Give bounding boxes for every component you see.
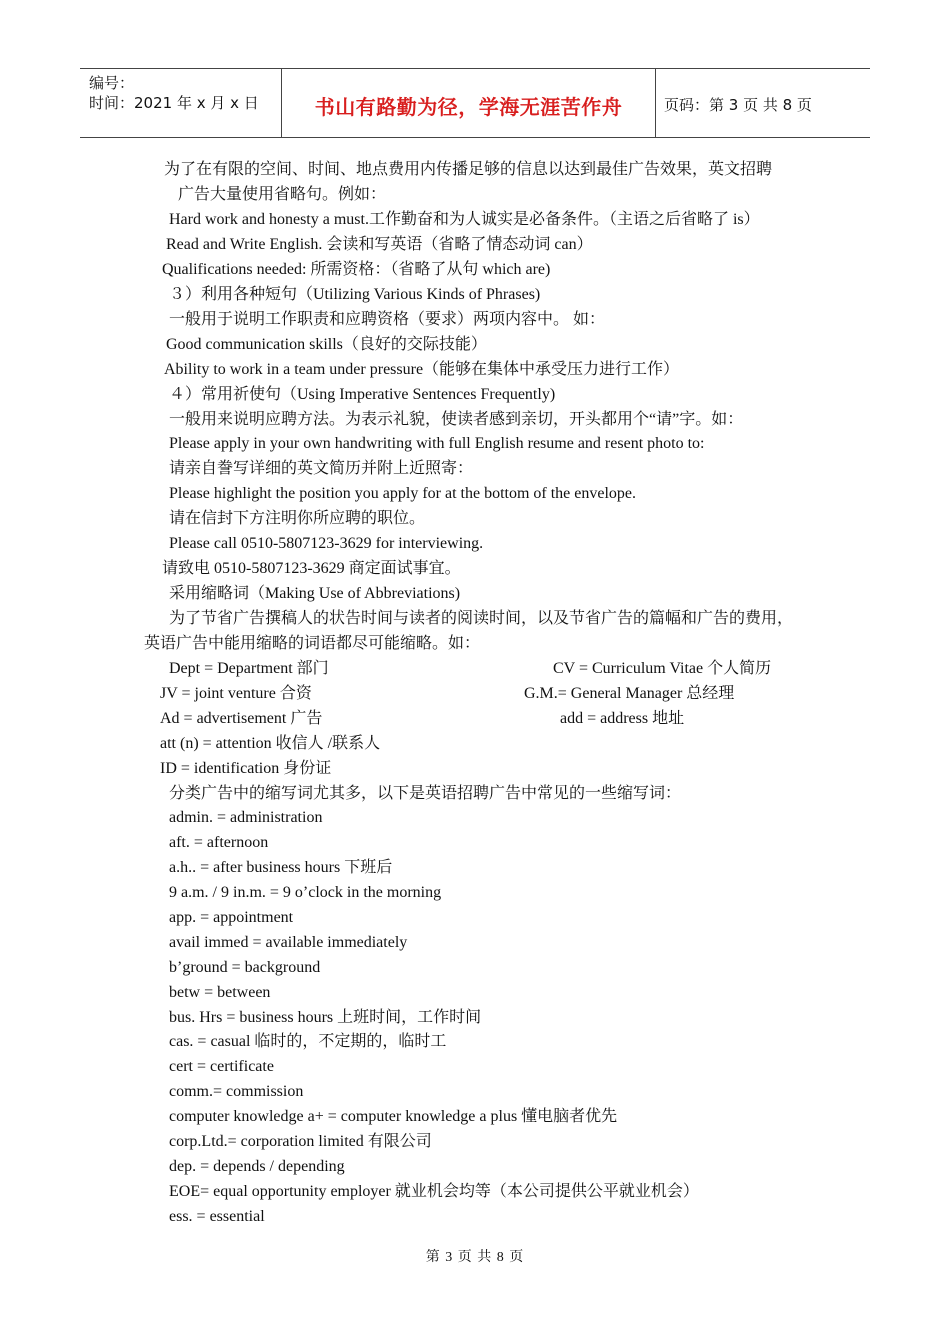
body-line: 为了在有限的空间、时间、地点费用内传播足够的信息以达到最佳广告效果，英文招聘 <box>164 161 773 178</box>
abbreviation-item: aft. = afternoon <box>169 834 269 851</box>
abbreviation-item: add = address 地址 <box>560 710 685 727</box>
header-page-number: 页码：第 3 页 共 8 页 <box>664 96 812 114</box>
abbreviation-item: cas. = casual 临时的，不定期的，临时工 <box>169 1033 447 1050</box>
abbreviation-item: app. = appointment <box>169 909 294 926</box>
body-line: Good communication skills（良好的交际技能） <box>166 336 487 353</box>
abbreviation-item: JV = joint venture 合资 <box>160 685 312 702</box>
body-line: 一般用来说明应聘方法。为表示礼貌，使读者感到亲切，开头都用个“请”字。如： <box>169 411 744 428</box>
body-line: 请在信封下方注明你所应聘的职位。 <box>169 510 426 527</box>
abbreviation-item: corp.Ltd.= corporation limited 有限公司 <box>169 1133 432 1150</box>
body-line: Please apply in your own handwriting with full English resume and resent photo to: <box>169 435 705 452</box>
section-heading: ３）利用各种短句（Utilizing Various Kinds of Phrases) <box>169 286 541 303</box>
abbreviation-item: computer knowledge a+ = computer knowledge a plus 懂电脑者优先 <box>169 1108 618 1125</box>
body-line: 一般用于说明工作职责和应聘资格（要求）两项内容中。 如： <box>169 311 606 328</box>
abbreviation-item: CV = Curriculum Vitae 个人简历 <box>553 660 772 677</box>
abbreviation-item: betw = between <box>169 984 271 1001</box>
abbreviation-item: ess. = essential <box>169 1208 265 1225</box>
body-line: Ability to work in a team under pressure（能够在集体中承受压力进行工作） <box>164 361 680 378</box>
document-number-label: 编号： <box>89 74 135 92</box>
abbreviation-item: b’ground = background <box>169 959 321 976</box>
header-meta <box>80 69 282 137</box>
page-header <box>80 68 870 138</box>
abbreviation-item: att (n) = attention 收信人 /联系人 <box>160 735 381 752</box>
header-motto-cell <box>282 69 656 137</box>
body-line: Please highlight the position you apply for at the bottom of the envelope. <box>169 485 637 502</box>
document-date: 时间：2021 年 x 月 x 日 <box>89 94 259 112</box>
body-line: 分类广告中的缩写词尤其多，以下是英语招聘广告中常见的一些缩写词： <box>169 785 682 802</box>
page-footer: 第 3 页 共 8 页 <box>425 1250 525 1265</box>
abbreviation-item: admin. = administration <box>169 809 323 826</box>
abbreviation-item: cert = certificate <box>169 1058 274 1075</box>
header-motto: 书山有路勤为径，学海无涯苦作舟 <box>314 95 623 119</box>
body-line: 请致电 0510-5807123-3629 商定面试事宜。 <box>162 560 461 577</box>
abbreviation-item: 9 a.m. / 9 in.m. = 9 o’clock in the morning <box>169 884 442 901</box>
section-heading: ４）常用祈使句（Using Imperative Sentences Frequently) <box>169 386 556 403</box>
abbreviation-item: Dept = Department 部门 <box>169 660 329 677</box>
body-line: Read and Write English. 会读和写英语（省略了情态动词 can） <box>166 236 593 253</box>
abbreviation-item: a.h.. = after business hours 下班后 <box>169 859 393 876</box>
body-line: 为了节省广告撰稿人的状告时间与读者的阅读时间，以及节省广告的篇幅和广告的费用， <box>169 610 794 627</box>
body-line: 请亲自誊写详细的英文简历并附上近照寄： <box>169 460 474 477</box>
body-line: 广告大量使用省略句。例如： <box>178 186 387 203</box>
body-line: Qualifications needed: 所需资格：（省略了从句 which are) <box>162 261 551 278</box>
body-line: Please call 0510-5807123-3629 for interviewing. <box>169 535 484 552</box>
abbreviation-item: bus. Hrs = business hours 上班时间，工作时间 <box>169 1009 482 1026</box>
section-heading: 采用缩略词（Making Use of Abbreviations) <box>169 585 461 602</box>
abbreviation-item: dep. = depends / depending <box>169 1158 345 1175</box>
abbreviation-item: Ad = advertisement 广告 <box>160 710 323 727</box>
body-line: Hard work and honesty a must.工作勤奋和为人诚实是必备条件。（主语之后省略了 is） <box>169 211 760 228</box>
header-page-cell <box>656 69 870 137</box>
body-line: 英语广告中能用缩略的词语都尽可能缩略。如： <box>144 635 481 652</box>
abbreviation-item: EOE= equal opportunity employer 就业机会均等（本公司提供公平就业机会） <box>169 1183 699 1200</box>
abbreviation-item: G.M.= General Manager 总经理 <box>524 685 735 702</box>
abbreviation-item: avail immed = available immediately <box>169 934 408 951</box>
abbreviation-item: ID = identification 身份证 <box>160 760 332 777</box>
abbreviation-item: comm.= commission <box>169 1083 304 1100</box>
